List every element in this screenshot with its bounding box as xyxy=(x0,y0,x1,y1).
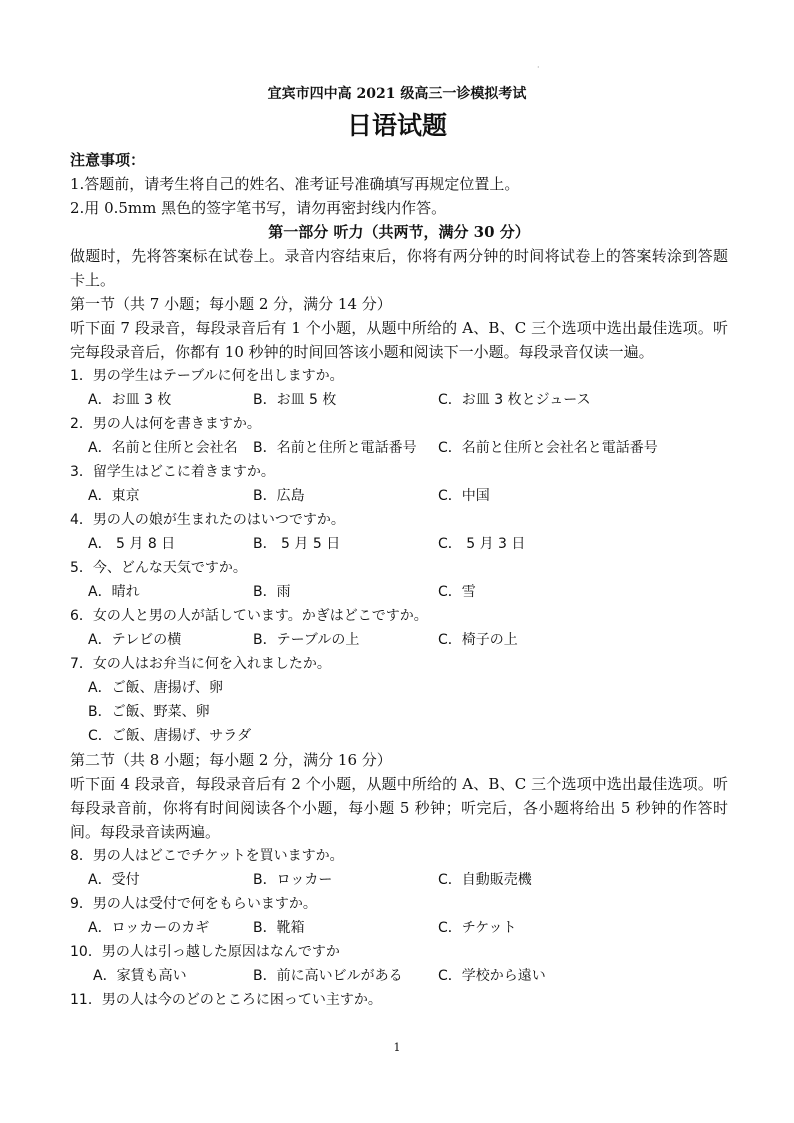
question-options xyxy=(70,532,728,556)
question-options xyxy=(70,628,728,652)
question-options xyxy=(70,436,728,460)
option-a: A． 5 月 8 日 xyxy=(88,536,176,552)
notes-item: 1.答题前，请考生将自己的姓名、准考证号准确填写再规定位置上。 xyxy=(70,175,520,193)
option-b: B．お皿 5 枚 xyxy=(253,392,337,408)
question-text: 8．男の人はどこでチケットを買いますか。 xyxy=(70,848,344,864)
option-c: C．雪 xyxy=(438,584,476,600)
question-text: 4．男の人の娘が生まれたのはいつですか。 xyxy=(70,512,345,528)
option-c: C． 5 月 3 日 xyxy=(438,536,526,552)
option-c: C．椅子の上 xyxy=(438,632,518,648)
option-c: C．中国 xyxy=(438,488,490,504)
option-b: B．テーブルの上 xyxy=(253,632,360,648)
question-text: 1．男の学生はテーブルに何を出しますか。 xyxy=(70,368,344,384)
option-a: A．家賃も高い xyxy=(93,968,187,984)
option-c: C．チケット xyxy=(438,920,517,936)
notes-heading: 注意事项： xyxy=(70,151,146,169)
notes-item: 2.用 0.5mm 黑色的签字笔书写，请勿再密封线内作答。 xyxy=(70,199,447,217)
option-a: A．テレビの横 xyxy=(88,632,182,648)
question-options xyxy=(70,388,728,412)
question-text: 2．男の人は何を書きますか。 xyxy=(70,416,261,432)
option-a: A．お皿 3 枚 xyxy=(88,392,172,408)
option-b: B．靴箱 xyxy=(253,920,305,936)
option-b: B．ご飯、野菜、卵 xyxy=(88,704,210,720)
question-text: 6．女の人と男の人が話しています。かぎはどこですか。 xyxy=(70,608,428,624)
question-options xyxy=(70,916,728,940)
page-number: 1 xyxy=(393,1041,401,1054)
section1-instruction: 听下面 7 段录音，每段录音后有 1 个小题，从题中所给的 A、B、C 三个选项中选出最佳选项。听完每段录音后，你都有 10 秒钟的时间回答该小题和阅读下一小题。每段录音仅读一遍。 xyxy=(70,319,728,361)
option-a: A．ご飯、唐揚げ、卵 xyxy=(88,680,224,696)
question-options xyxy=(70,964,728,988)
option-c: C．ご飯、唐揚げ、サラダ xyxy=(88,728,252,744)
part1-heading: 第一部分 听力（共两节，满分 30 分） xyxy=(268,223,530,241)
section2-heading: 第二节（共 8 小题；每小题 2 分，满分 16 分） xyxy=(70,751,392,769)
stray-dot: · xyxy=(537,63,540,72)
option-c: C．自動販売機 xyxy=(438,872,532,888)
part1-instruction: 做题时，先将答案标在试卷上。录音内容结束后，你将有两分钟的时间将试卷上的答案转涂到答题卡上。 xyxy=(70,247,728,289)
option-a: A．名前と住所と会社名 xyxy=(88,440,238,456)
section2-instruction: 听下面 4 段录音，每段录音后有 2 个小题，从题中所给的 A、B、C 三个选项中选出最佳选项。听每段录音前，你将有时间阅读各个小题，每小题 5 秒钟；听完后，各小题将给出 5 秒钟的作答时间。每段录音读两遍。 xyxy=(70,775,728,841)
option-b: B．雨 xyxy=(253,584,291,600)
question-text: 9．男の人は受付で何をもらいますか。 xyxy=(70,896,317,912)
question-text: 7．女の人はお弁当に何を入れましたか。 xyxy=(70,656,331,672)
option-b: B．ロッカー xyxy=(253,872,333,888)
option-c: C．学校から遠い xyxy=(438,968,546,984)
exam-content xyxy=(70,148,728,1012)
school-title: 宜宾市四中高 2021 级高三一诊模拟考试 xyxy=(267,86,527,102)
question-text: 10．男の人は引っ越した原因はなんですか xyxy=(70,944,340,960)
question-text: 5．今、どんな天気ですか。 xyxy=(70,560,247,576)
question-options xyxy=(70,868,728,892)
option-a: A．受付 xyxy=(88,872,140,888)
option-b: B．名前と住所と電話番号 xyxy=(253,440,417,456)
option-b: B． 5 月 5 日 xyxy=(253,536,341,552)
question-text: 11．男の人は今のどのところに困ってい主すか。 xyxy=(70,992,382,1008)
option-c: C．名前と住所と会社名と電話番号 xyxy=(438,440,658,456)
option-a: A．晴れ xyxy=(88,584,140,600)
question-options xyxy=(70,580,728,604)
subject-title: 日语试题 xyxy=(346,111,447,140)
option-a: A．東京 xyxy=(88,488,140,504)
section1-heading: 第一节（共 7 小题；每小题 2 分，满分 14 分） xyxy=(70,295,392,313)
option-b: B．前に高いビルがある xyxy=(253,968,403,984)
option-b: B．広島 xyxy=(253,488,305,504)
question-text: 3．留学生はどこに着きますか。 xyxy=(70,464,275,480)
option-a: A．ロッカーのカギ xyxy=(88,920,210,936)
question-options xyxy=(70,484,728,508)
option-c: C．お皿 3 枚とジュース xyxy=(438,392,591,408)
